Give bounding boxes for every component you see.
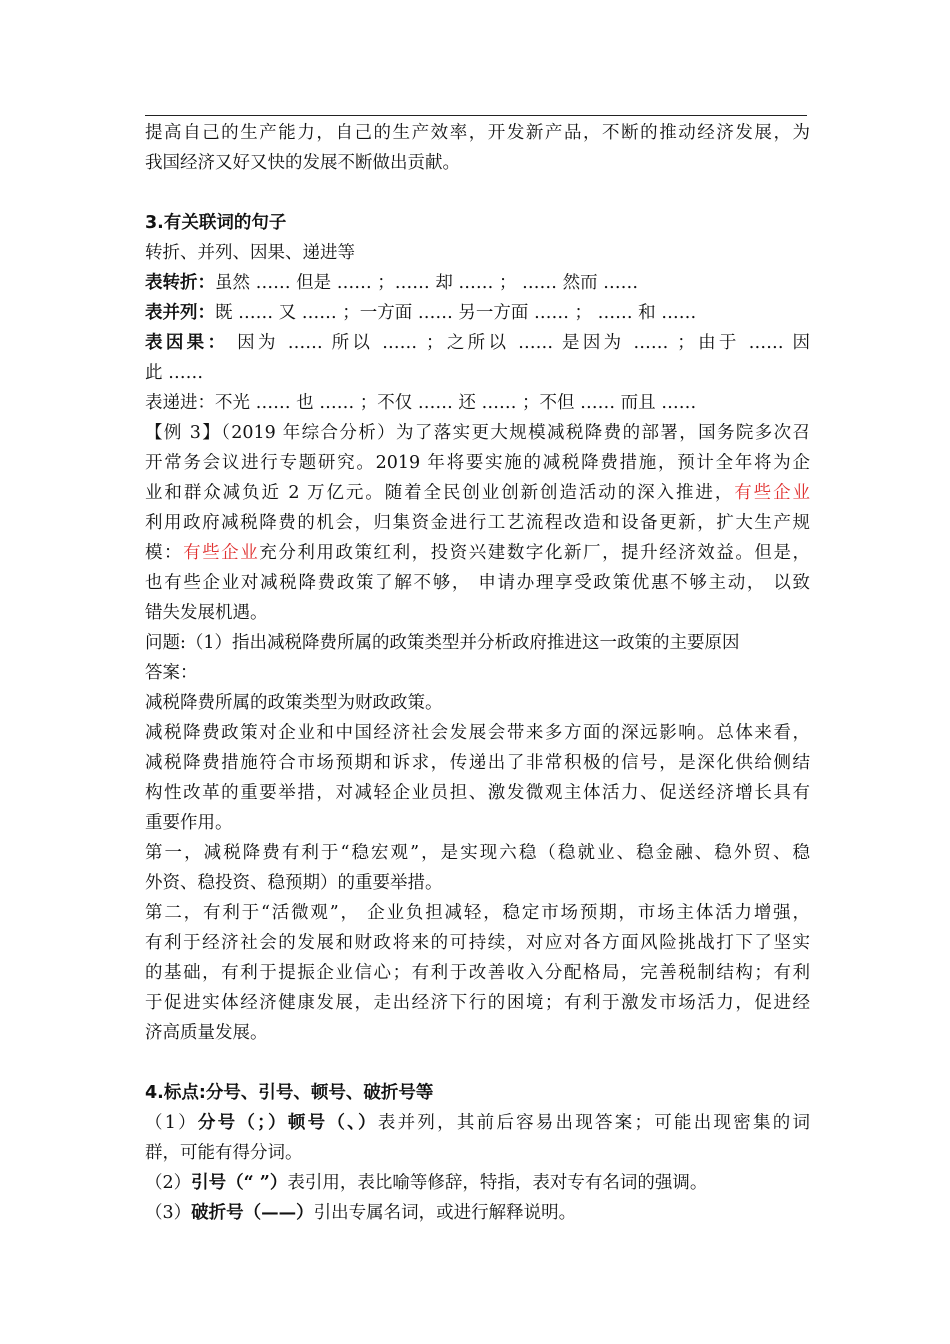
spacer xyxy=(145,178,810,208)
highlight-some-enterprises-2: 有些企业 xyxy=(183,543,260,563)
intro-line-1: 提高自己的生产能力，自己的生产效率，开发新产品，不断的推动经济发展，为 xyxy=(145,123,810,143)
spacer xyxy=(145,1048,810,1078)
punct-item-2-num: （2） xyxy=(145,1173,192,1193)
punct-item-3-bold: 破折号（——） xyxy=(191,1203,314,1223)
punct-item-1-cont: 群，可能有得分词。 xyxy=(145,1143,303,1163)
section3-summary: 转折、并列、因果、递进等 xyxy=(145,243,355,263)
answer-line-3: 减税降费措施符合市场预期和诉求，传递出了非常积极的信号，是深化供给侧结 xyxy=(145,753,810,773)
yinguo-cont: 此 …… xyxy=(145,363,204,383)
example-line-6: 也有些企业对减税降费政策了解不够， 申请办理享受政策优惠不够主动， 以致 xyxy=(145,573,810,593)
highlight-some-enterprises-1: 有些企业 xyxy=(734,483,811,503)
zhuanzhe-line xyxy=(145,268,810,298)
binglie-text: 既 …… 又 …… ；一方面 …… 另一方面 …… ； …… 和 …… xyxy=(215,303,697,323)
punct-item-1-num: （1） xyxy=(145,1113,198,1133)
answer-line-6: 第一，减税降费有利于“稳宏观”，是实现六稳（稳就业、稳金融、稳外贸、稳 xyxy=(145,843,810,863)
yinguo-label: 表因果： xyxy=(145,333,229,353)
example-line-5-post: 充分利用政策红利，投资兴建数字化新厂，提升经济效益。但是， xyxy=(259,543,811,563)
yinguo-text: 因为 …… 所以 …… ；之所以 …… 是因为 …… ；由于 …… 因 xyxy=(228,333,811,353)
section4-heading: 4.标点:分号、引号、顿号、破折号等 xyxy=(145,1083,434,1103)
binglie-line xyxy=(145,298,810,328)
answer-line-5: 重要作用。 xyxy=(145,813,233,833)
example-line-4: 利用政府减税降费的机会，归集资金进行工艺流程改造和设备更新，扩大生产规 xyxy=(145,513,810,533)
answer-line-9: 有利于经济社会的发展和财政将来的可持续，对应对各方面风险挑战打下了坚实 xyxy=(145,933,810,953)
zhuanzhe-text: 虽然 …… 但是 …… ；…… 却 …… ； …… 然而 …… xyxy=(215,273,639,293)
answer-line-10: 的基础，有利于提振企业信心；有利于改善收入分配格局，完善税制结构；有利 xyxy=(145,963,810,983)
binglie-label: 表并列： xyxy=(145,303,215,323)
punct-item-1-text: 表并列，其前后容易出现答案；可能出现密集的词 xyxy=(377,1113,811,1133)
punct-item-1 xyxy=(145,1108,810,1138)
punct-item-2-bold: 引号（“ ”） xyxy=(191,1173,288,1193)
document-body xyxy=(145,118,810,1228)
question-line: 问题:（1）指出减税降费所属的政策类型并分析政府推进这一政策的主要原因 xyxy=(145,633,740,653)
example-line-5 xyxy=(145,538,810,568)
answer-line-7: 外资、稳投资、稳预期）的重要举措。 xyxy=(145,873,443,893)
example-line-7: 错失发展机遇。 xyxy=(145,603,268,623)
intro-line-2: 我国经济又好又快的发展不断做出贡献。 xyxy=(145,153,460,173)
yinguo-line xyxy=(145,328,810,358)
answer-line-2: 减税降费政策对企业和中国经济社会发展会带来多方面的深远影响。总体来看， xyxy=(145,723,810,743)
punct-item-3 xyxy=(145,1198,810,1228)
dijin-label: 表递进： xyxy=(145,393,215,413)
example-line-2: 开常务会议进行专题研究。2019 年将要实施的减税降费措施，预计全年将为企 xyxy=(145,453,810,473)
punct-item-3-text: 引出专属名词，或进行解释说明。 xyxy=(313,1203,577,1223)
zhuanzhe-label: 表转折： xyxy=(145,273,215,293)
punct-item-2-text: 表引用，表比喻等修辞，特指，表对专有名词的强调。 xyxy=(287,1173,708,1193)
answer-line-1: 减税降费所属的政策类型为财政政策。 xyxy=(145,693,443,713)
answer-line-11: 于促进实体经济健康发展，走出经济下行的困境；有利于激发市场活力，促进经 xyxy=(145,993,810,1013)
example-line-3 xyxy=(145,478,810,508)
example-line-5-pre: 模： xyxy=(145,543,184,563)
dijin-text: 不光 …… 也 …… ；不仅 …… 还 …… ；不但 …… 而且 …… xyxy=(215,393,697,413)
answer-line-8: 第二，有利于“活微观”， 企业负担减轻，稳定市场预期，市场主体活力增强， xyxy=(145,903,810,923)
header-rule xyxy=(145,115,807,116)
answer-line-12: 济高质量发展。 xyxy=(145,1023,268,1043)
answer-label: 答案： xyxy=(145,663,198,683)
punct-item-3-num: （3） xyxy=(145,1203,192,1223)
punct-item-2 xyxy=(145,1168,810,1198)
punct-item-1-bold: 分号（；）顿号（、） xyxy=(197,1113,378,1133)
answer-line-4: 构性改革的重要举措，对减轻企业员担、激发微观主体活力、促送经济增长具有 xyxy=(145,783,810,803)
example-line-3-text: 业和群众减负近 2 万亿元。随着全民创业创新创造活动的深入推进， xyxy=(145,483,735,503)
example-line-1: 【例 3】（2019 年综合分析）为了落实更大规模减税降费的部署，国务院多次召 xyxy=(145,423,810,443)
section3-heading: 3.有关联词的句子 xyxy=(145,213,287,233)
dijin-line xyxy=(145,388,810,418)
